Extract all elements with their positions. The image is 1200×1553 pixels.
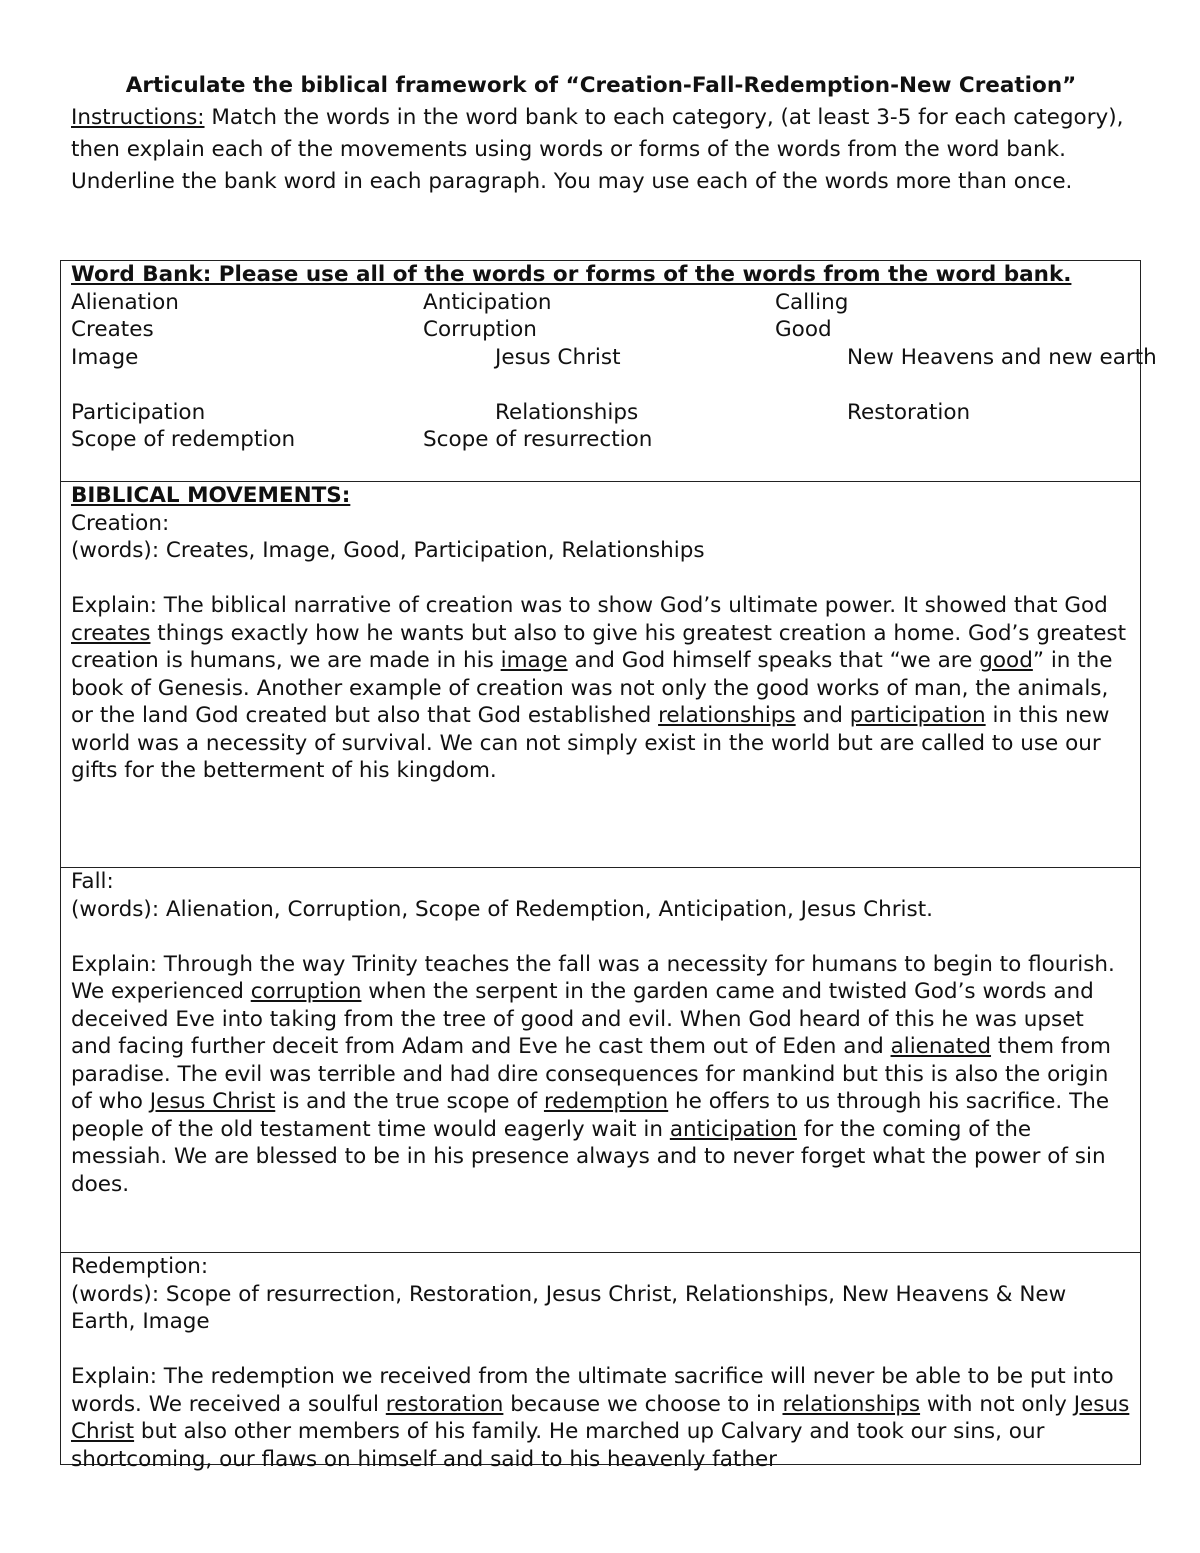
document-header (71, 70, 1131, 198)
bank-word: redemption (543, 1089, 669, 1114)
word-bank-heading: Word Bank: Please use all of the words or forms of the words from the word bank. (71, 262, 1072, 287)
word-bank-word: Relationships (495, 399, 639, 425)
word-bank-word: Restoration (847, 399, 971, 425)
word-bank-word: Creates (71, 317, 154, 342)
bank-word: restoration (385, 1391, 504, 1417)
redemption-words: (words): Scope of resurrection, Restoration, Jesus Christ, Relationships, New Heavens & New Earth, Image (71, 1281, 1067, 1334)
word-bank-row (71, 344, 1157, 372)
word-bank-word: Image (71, 344, 139, 370)
fall-words: (words): Alienation, Corruption, Scope of Redemption, Anticipation, Jesus Christ. (71, 896, 933, 922)
bank-word: alienated (890, 1034, 992, 1059)
explain-text: when the serpent in the garden came and twisted God’s words and deceived Eve into taking from the tree of good and evil. When God heard of this he was upset and facing further deceit from Adam and Eve he cast them out of Eden and (71, 979, 1094, 1059)
bank-word: anticipation (669, 1116, 797, 1142)
bank-word: relationships (782, 1391, 921, 1417)
explain-text: for the coming of the messiah. We are blessed to be in his presence always and to never forget what the power of sin does. (71, 1116, 1106, 1197)
creation-explain (71, 592, 1130, 785)
explain-text: Explain: Through the way Trinity teaches the fall was a necessity for humans to begin to flourish. We experienced (71, 951, 1115, 1004)
word-bank-word: Corruption (423, 317, 537, 342)
creation-label: Creation: (71, 510, 170, 536)
explain-text: and (795, 703, 850, 728)
explain-text: he offers to us through his sacrifice. The people of the old testament time would eagerly wait in (71, 1089, 1110, 1142)
word-bank-word (775, 426, 1130, 454)
explain-text: in this new world was a necessity of survival. We can not simply exist in the world but are called to use our gifts for the betterment of his kingdom. (71, 703, 1110, 783)
bank-word: Jesus Christ (71, 1391, 1130, 1444)
bank-word: creates (71, 620, 151, 646)
word-bank-word: Calling (775, 289, 849, 315)
word-bank-word: Scope of redemption (71, 427, 296, 452)
framework-table (60, 260, 1157, 1472)
explain-text: things exactly how he wants but also to give his greatest creation a home. God’s greatest creation is humans, we are made in his (71, 620, 1127, 673)
bank-word: relationships (658, 703, 796, 728)
movements-heading: BIBLICAL MOVEMENTS: (71, 483, 351, 508)
explain-text: is and the true scope of (275, 1089, 544, 1114)
explain-text: them from paradise. The evil was terrible and had dire consequences for mankind but this is also the origin of who (71, 1034, 1111, 1114)
word-bank-cell (61, 261, 1157, 482)
word-bank-word: Anticipation (423, 289, 552, 315)
explain-text: Explain: The biblical narrative of creation was to show God’s ultimate power. It showed that God (71, 593, 1108, 618)
instructions (71, 102, 1131, 198)
bank-word: image (500, 648, 568, 673)
explain-text: but also other members of his family. He marched up Calvary and took our sins, our shortcoming, our flaws on himself and said to his heavenly father (71, 1419, 1045, 1472)
instructions-label: Instructions: (71, 105, 205, 130)
bank-word: corruption (250, 979, 362, 1004)
creation-cell (61, 482, 1140, 868)
word-bank-word: Scope of resurrection (423, 427, 653, 452)
explain-text: ” in the book of Genesis. Another example of creation was not only the good works of man, the animals, or the land God created but also that God established (71, 648, 1113, 728)
word-bank-row (71, 399, 1130, 427)
word-bank-word: Alienation (71, 289, 179, 315)
explain-text: because we choose to in (503, 1391, 783, 1417)
word-bank-word: Participation (71, 399, 206, 425)
word-bank-row (71, 316, 1130, 344)
creation-words: (words): Creates, Image, Good, Participation, Relationships (71, 538, 705, 563)
redemption-explain (71, 1363, 1130, 1473)
bank-word: participation (849, 703, 986, 728)
redemption-label: Redemption: (71, 1254, 209, 1279)
word-bank-word: Jesus Christ (495, 344, 621, 370)
word-bank-row (71, 289, 1130, 317)
word-bank-row (71, 426, 1130, 454)
page-title: Articulate the biblical framework of “Creation-Fall-Redemption-New Creation” (125, 73, 1077, 98)
fall-cell (61, 868, 1140, 1253)
bank-word: good (979, 648, 1033, 673)
explain-text: and God himself speaks that “we are (567, 648, 980, 673)
redemption-cell (61, 1253, 1140, 1472)
bank-word: Jesus Christ (149, 1089, 276, 1114)
instructions-text: Match the words in the word bank to each category, (at least 3-5 for each category), then explain each of the movements using words or forms of the words from the word bank. Underline the bank word in each paragraph. You may use each of the words more than once. (71, 105, 1124, 194)
fall-label: Fall: (71, 869, 114, 894)
fall-explain (71, 951, 1130, 1199)
explain-text: Explain: The redemption we received from the ultimate sacrifice will never be able to be put into words. We received a soulful (71, 1364, 1114, 1417)
explain-text: with not only (920, 1391, 1074, 1417)
word-bank-word: New Heavens and new earth (847, 344, 1157, 370)
word-bank-word: Good (775, 317, 832, 342)
